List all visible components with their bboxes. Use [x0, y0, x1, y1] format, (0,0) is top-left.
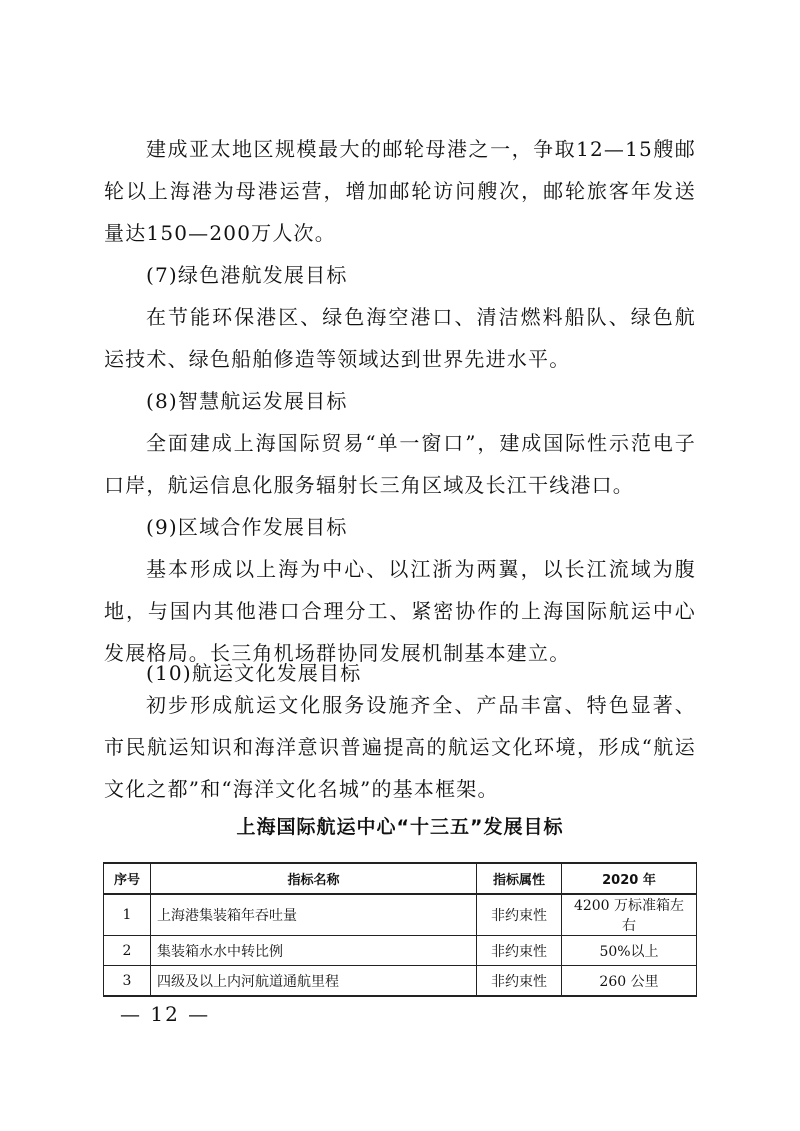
paragraph-shipping-culture: 初步形成航运文化服务设施齐全、产品丰富、特色显著、市民航运知识和海洋意识普遍提高的航运文化环境，形成“航运文化之都”和“海洋文化名城”的基本框架。 — [104, 693, 696, 801]
row-indicator-attribute: 非约束性 — [477, 936, 562, 966]
row-number: 2 — [104, 936, 151, 966]
row-number: 1 — [104, 894, 151, 936]
row-target-value: 50%以上 — [562, 936, 697, 966]
page-number: — 12 — — [120, 1002, 211, 1026]
row-indicator-name: 四级及以上内河航道通航里程 — [151, 966, 477, 997]
table-title: 上海国际航运中心“十三五”发展目标 — [236, 816, 564, 838]
targets-table — [103, 862, 697, 997]
table-row — [104, 894, 697, 936]
row-number: 3 — [104, 966, 151, 997]
row-target-value: 4200 万标准箱左右 — [562, 894, 697, 936]
heading-smart-shipping: (8)智慧航运发展目标 — [146, 389, 348, 413]
row-indicator-name: 上海港集装箱年吞吐量 — [151, 894, 477, 936]
paragraph-regional-cooperation: 基本形成以上海为中心、以江浙为两翼，以长江流域为腹地，与国内其他港口合理分工、紧密协作的上海国际航运中心发展格局。长三角机场群协同发展机制基本建立。 — [104, 557, 696, 665]
row-indicator-name: 集装箱水水中转比例 — [151, 936, 477, 966]
header-indicator-attribute: 指标属性 — [477, 863, 562, 894]
header-indicator-name: 指标名称 — [151, 863, 477, 894]
table-row — [104, 966, 697, 997]
heading-regional-cooperation: (9)区域合作发展目标 — [146, 515, 348, 539]
table-row — [104, 936, 697, 966]
header-year-2020: 2020 年 — [562, 863, 697, 894]
header-number: 序号 — [104, 863, 151, 894]
paragraph-smart-shipping: 全面建成上海国际贸易“单一窗口”，建成国际性示范电子口岸，航运信息化服务辐射长三角区域及长江干线港口。 — [104, 431, 696, 497]
heading-shipping-culture: (10)航运文化发展目标 — [146, 661, 362, 685]
table-header-row — [104, 863, 697, 894]
paragraph-green-shipping: 在节能环保港区、绿色海空港口、清洁燃料船队、绿色航运技术、绿色船舶修造等领域达到世界先进水平。 — [104, 305, 696, 371]
heading-green-shipping: (7)绿色港航发展目标 — [146, 263, 348, 287]
paragraph-cruise-port: 建成亚太地区规模最大的邮轮母港之一，争取12—15艘邮轮以上海港为母港运营，增加邮轮访问艘次，邮轮旅客年发送量达150—200万人次。 — [104, 137, 696, 245]
row-indicator-attribute: 非约束性 — [477, 894, 562, 936]
row-target-value: 260 公里 — [562, 966, 697, 997]
row-indicator-attribute: 非约束性 — [477, 966, 562, 997]
